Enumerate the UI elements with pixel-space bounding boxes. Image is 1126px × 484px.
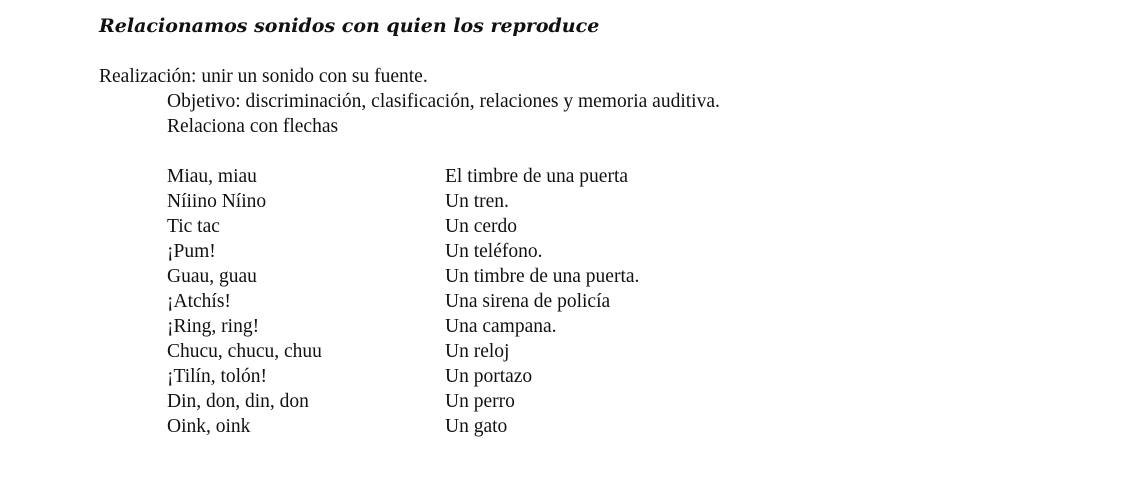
sonido-item: ¡Ring, ring! <box>167 316 260 337</box>
fuente-item: Un portazo <box>445 366 533 387</box>
fuente-item: Una sirena de policía <box>445 291 611 312</box>
instruccion-text: Relaciona con flechas <box>167 116 339 137</box>
sonido-item: Guau, guau <box>167 266 257 287</box>
objetivo-text: Objetivo: discriminación, clasificación, relaciones y memoria auditiva. <box>167 91 720 112</box>
sonido-item: ¡Tilín, tolón! <box>167 366 268 387</box>
fuente-item: Un perro <box>445 391 515 412</box>
realizacion-text: Realización: unir un sonido con su fuente. <box>99 66 428 87</box>
fuente-item: Un cerdo <box>445 216 518 237</box>
fuente-item: Un gato <box>445 416 508 437</box>
sonido-item: Oink, oink <box>167 416 251 437</box>
sonidos-column <box>167 164 445 439</box>
sonido-item: Miau, miau <box>167 166 257 187</box>
fuente-item: Un teléfono. <box>445 241 543 262</box>
page-title: Relacionamos sonidos con quien los reproduce <box>99 15 600 37</box>
fuente-item: Un timbre de una puerta. <box>445 266 640 287</box>
sonido-item: Din, don, din, don <box>167 391 309 412</box>
fuente-item: Una campana. <box>445 316 557 337</box>
sonido-item: ¡Atchís! <box>167 291 231 312</box>
fuente-item: Un reloj <box>445 341 510 362</box>
matching-exercise <box>167 164 845 439</box>
sonido-item: ¡Pum! <box>167 241 216 262</box>
fuentes-column <box>445 164 845 439</box>
sonido-item: Tic tac <box>167 216 220 237</box>
sonido-item: Chucu, chucu, chuu <box>167 341 322 362</box>
fuente-item: El timbre de una puerta <box>445 166 629 187</box>
sonido-item: Níiino Níino <box>167 191 267 212</box>
fuente-item: Un tren. <box>445 191 509 212</box>
